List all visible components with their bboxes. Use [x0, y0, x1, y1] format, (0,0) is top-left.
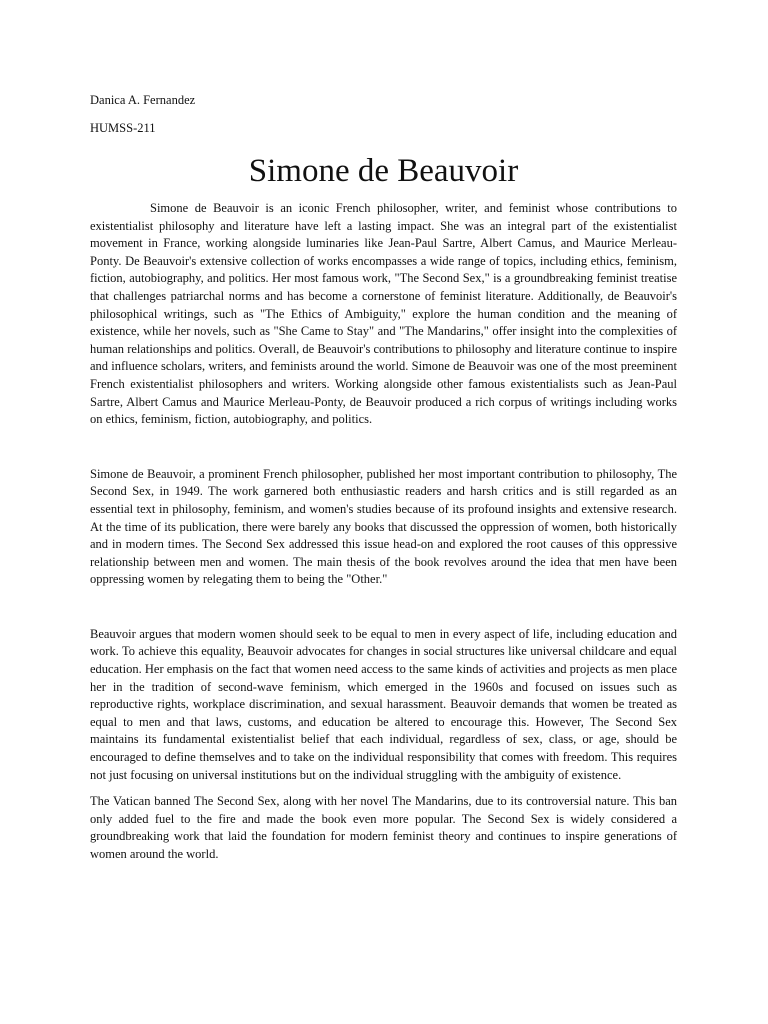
author-name: Danica A. Fernandez — [90, 93, 196, 107]
paragraph-intro: Simone de Beauvoir is an iconic French philosopher, writer, and feminist whose contributions to existentialist philosophy and literature have left a lasting impact. She was an integral part of the existentialist movement in France, working alongside luminaries like Jean-Paul Sartre, Albert Camus, and Maurice Merleau-Ponty. De Beauvoir's extensive collection of works encompasses a wide range of topics, including ethics, feminism, fiction, autobiography, and politics. Her most famous work, "The Second Sex," is a groundbreaking feminist treatise that challenges patriarchal norms and has become a cornerstone of feminist literature. Additionally, de Beauvoir's philosophical writings, such as "The Ethics of Ambiguity," explore the human condition and the meaning of existence, while her novels, such as "She Came to Stay" and "The Mandarins," offer insight into the complexities of human relationships and politics. Overall, de Beauvoir's contributions to philosophy and literature continue to inspire and influence scholars, writers, and feminists around the world. Simone de Beauvoir was one of the most preeminent French existentialist philosophers and writers. Working alongside other famous existentialists such as Jean-Paul Sartre, Albert Camus and Maurice Merleau-Ponty, de Beauvoir produced a rich corpus of writings including works on ethics, feminism, fiction, autobiography, and politics. — [90, 201, 677, 427]
section-code: HUMSS-211 — [90, 121, 156, 135]
document-body — [90, 92, 677, 864]
paragraph-second-sex: Simone de Beauvoir, a prominent French philosopher, published her most important contribution to philosophy, The Second Sex, in 1949. The work garnered both enthusiastic readers and harsh critics and is still regarded as an essential text in philosophy, feminism, and women's studies because of its profound insights and extensive research. At the time of its publication, there were barely any books that discussed the oppression of women, both historically and in modern times. The Second Sex addressed this issue head-on and explored the root causes of this oppressive relationship between men and women. The main thesis of the book revolves around the idea that men have been oppressing women by relegating them to being the "Other." — [90, 466, 677, 587]
paragraph-vatican-ban: The Vatican banned The Second Sex, along with her novel The Mandarins, due to its controversial nature. This ban only added fuel to the fire and made the book even more popular. The Second Sex is widely considered a groundbreaking work that laid the foundation for modern feminist theory and continues to inspire generations of women around the world. — [90, 794, 677, 861]
page-title: Simone de Beauvoir — [248, 153, 519, 189]
paragraph-equality: Beauvoir argues that modern women should seek to be equal to men in every aspect of life, including education and work. To achieve this equality, Beauvoir advocates for changes in social structures like universal childcare and equal education. Her emphasis on the fact that women need access to the same kinds of activities and projects as men place her in the tradition of second-wave feminism, which emerged in the 1960s and focused on issues such as reproductive rights, workplace discrimination, and sexual harassment. Beauvoir demands that women be treated as equal to men and that laws, customs, and education be altered to encourage this. However, The Second Sex maintains its fundamental existentialist belief that each individual, regardless of sex, class, or age, should be encouraged to define themselves and to take on the individual responsibility that comes with freedom. This requires not just focusing on universal institutions but on the individual struggling with the ambiguity of existence. — [90, 626, 677, 782]
